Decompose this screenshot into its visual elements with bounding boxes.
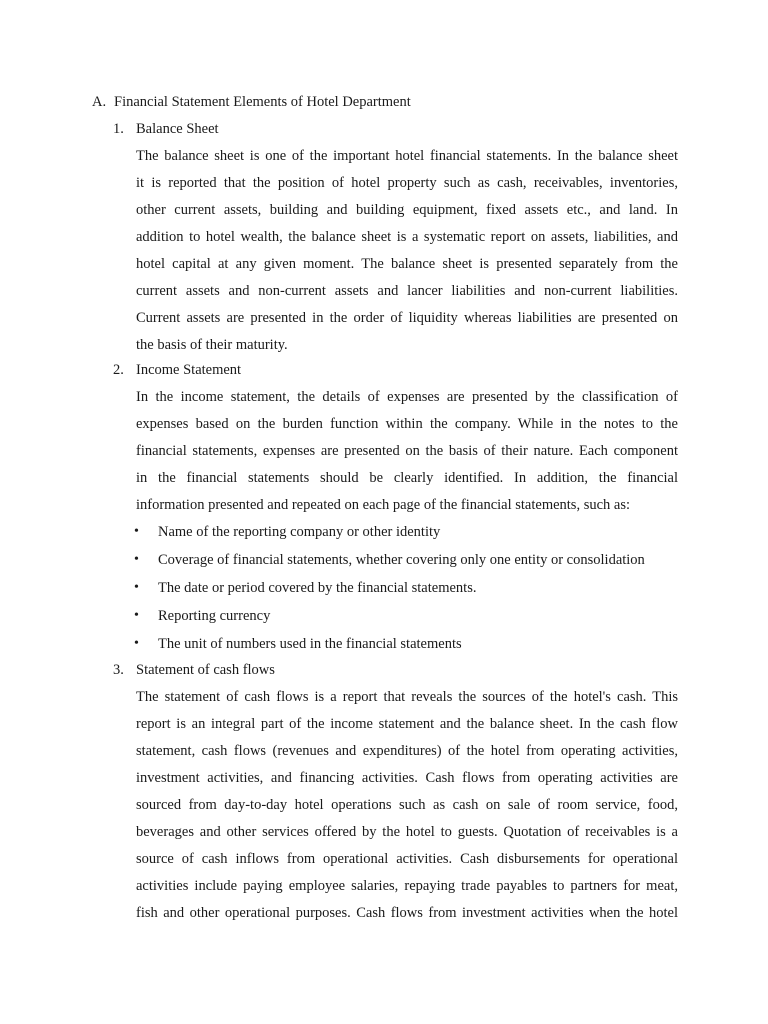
item-marker: 3.	[113, 662, 124, 678]
item-heading-income-statement	[113, 360, 241, 380]
text-line: activities include paying employee salaries, repaying trade payables to partners for meat,	[136, 878, 678, 894]
text-line: expenses based on the burden function within the company. While in the notes to the	[136, 416, 678, 432]
text-line: Current assets are presented in the order of liquidity whereas liabilities are presented on	[136, 310, 678, 326]
text-line: in the financial statements should be clearly identified. In addition, the financial	[136, 470, 678, 486]
list-item-text: The unit of numbers used in the financial statements	[158, 636, 462, 652]
list-item	[136, 634, 696, 662]
text-line: information presented and repeated on each page of the financial statements, such as:	[136, 497, 631, 513]
text-line: it is reported that the position of hotel property such as cash, receivables, inventories,	[136, 175, 678, 191]
text-line: In the income statement, the details of expenses are presented by the classification of	[136, 389, 678, 405]
list-item-text: Name of the reporting company or other identity	[158, 524, 441, 540]
bullet-icon: •	[134, 608, 139, 623]
text-line: The balance sheet is one of the important hotel financial statements. In the balance sheet	[136, 148, 678, 164]
bullet-icon: •	[134, 636, 139, 651]
text-line: beverages and other services offered by the hotel to guests. Quotation of receivables is a	[136, 824, 678, 840]
text-line: fish and other operational purposes. Cash flows from investment activities when the hotel	[136, 905, 678, 921]
paragraph-balance-sheet	[136, 143, 678, 359]
section-title: Financial Statement Elements of Hotel Department	[114, 94, 411, 110]
item-marker: 1.	[113, 121, 124, 137]
text-line: The statement of cash flows is a report that reveals the sources of the hotel's cash. This	[136, 689, 678, 705]
text-line: financial statements, expenses are presented on the basis of their nature. Each component	[136, 443, 678, 459]
list-item	[136, 578, 696, 606]
item-heading-cash-flows	[113, 660, 275, 680]
paragraph-cash-flows	[136, 684, 678, 927]
text-line: sourced from day-to-day hotel operations such as cash on sale of room service, food,	[136, 797, 678, 813]
paragraph-income-statement	[136, 384, 678, 519]
text-line: current assets and non-current assets and lancer liabilities and non-current liabilities.	[136, 283, 678, 299]
item-title: Income Statement	[136, 362, 242, 378]
list-item-text: Reporting currency	[158, 608, 271, 624]
list-item	[136, 606, 696, 634]
text-line: source of cash inflows from operational activities. Cash disbursements for operational	[136, 851, 678, 867]
text-line: hotel capital at any given moment. The balance sheet is presented separately from the	[136, 256, 678, 272]
item-title: Balance Sheet	[136, 121, 219, 137]
text-line: other current assets, building and building equipment, fixed assets etc., and land. In	[136, 202, 678, 218]
text-line: the basis of their maturity.	[136, 337, 288, 353]
bullet-icon: •	[134, 524, 139, 539]
item-heading-balance-sheet	[113, 119, 219, 139]
bullet-icon: •	[134, 580, 139, 595]
text-line: report is an integral part of the income statement and the balance sheet. In the cash flow	[136, 716, 678, 732]
item-marker: 2.	[113, 362, 124, 378]
list-item	[136, 522, 696, 550]
list-item	[136, 550, 696, 578]
item-title: Statement of cash flows	[136, 662, 275, 678]
section-marker: A.	[92, 94, 107, 110]
text-line: addition to hotel wealth, the balance sheet is a systematic report on assets, liabilities, and	[136, 229, 678, 245]
text-line: investment activities, and financing activities. Cash flows from operating activities are	[136, 770, 678, 786]
list-item-text: The date or period covered by the financial statements.	[158, 580, 477, 596]
list-item-text: Coverage of financial statements, whether covering only one entity or consolidation	[158, 552, 645, 568]
bullet-icon: •	[134, 552, 139, 567]
text-line: statement, cash flows (revenues and expenditures) of the hotel from operating activities,	[136, 743, 678, 759]
bullet-list-statement-info	[136, 522, 696, 662]
section-heading	[92, 92, 411, 112]
